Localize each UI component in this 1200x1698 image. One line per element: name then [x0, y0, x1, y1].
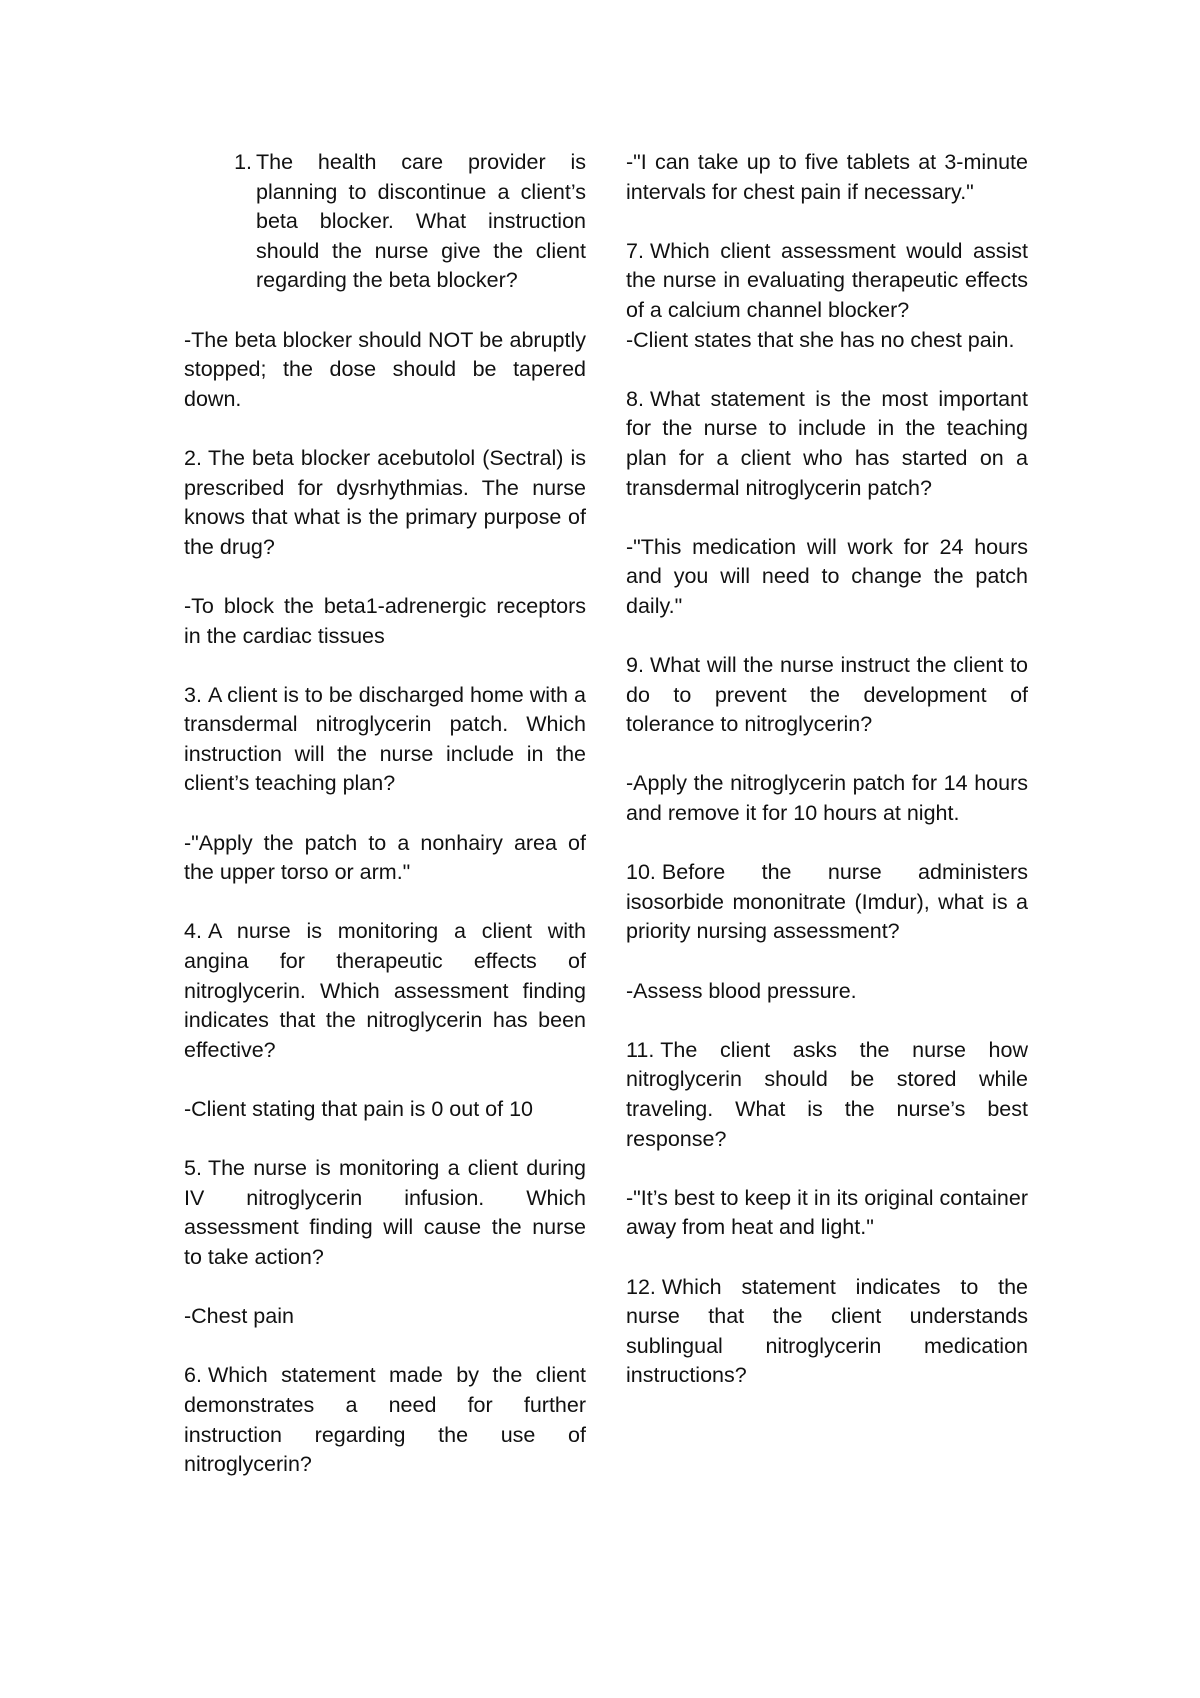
answer-11: -"It’s best to keep it in its original container away from heat and light."	[626, 1185, 1028, 1240]
answer-4: -Client stating that pain is 0 out of 10	[184, 1097, 533, 1121]
question-3	[184, 681, 586, 799]
question-9	[626, 651, 1028, 740]
question-4	[184, 917, 586, 1065]
question-6	[184, 1361, 586, 1479]
question-text: Which statement made by the client demonstrates a need for further instruction regarding the use of nitroglycerin?	[184, 1363, 586, 1477]
question-1	[184, 148, 586, 296]
answer-8: -"This medication will work for 24 hours and you will need to change the patch daily."	[626, 534, 1028, 618]
question-number: 11.	[626, 1037, 655, 1062]
question-text: What statement is the most important for the nurse to include in the teaching plan for a client who has started on a transdermal nitroglycerin patch?	[626, 386, 1028, 500]
answer-9: -Apply the nitroglycerin patch for 14 hours and remove it for 10 hours at night.	[626, 771, 1028, 826]
question-number: 10.	[626, 860, 656, 885]
question-number: 7.	[626, 238, 644, 263]
question-text: The nurse is monitoring a client during IV nitroglycerin infusion. Which assessment finding will cause the nurse to take action?	[184, 1156, 586, 1269]
question-text: Which client assessment would assist the nurse in evaluating therapeutic effects of a calcium channel blocker?	[626, 238, 1028, 322]
question-number: 3.	[184, 682, 202, 707]
question-text: The client asks the nurse how nitroglycerin should be stored while traveling. What is the nurse’s best response?	[626, 1037, 1028, 1151]
answer-10: -Assess blood pressure.	[626, 978, 857, 1003]
question-number: 1.	[234, 150, 252, 174]
question-number: 9.	[626, 653, 644, 678]
left-column	[184, 148, 586, 1480]
question-number: 8.	[626, 386, 644, 411]
question-text: Which statement indicates to the nurse that the client understands sublingual nitroglycerin medication instructions?	[626, 1274, 1028, 1388]
question-2	[184, 444, 586, 562]
question-11	[626, 1036, 1028, 1154]
question-number: 2.	[184, 445, 202, 470]
answer-2: -To block the beta1-adrenergic receptors in the cardiac tissues	[184, 593, 586, 648]
question-5	[184, 1154, 586, 1272]
question-number: 6.	[184, 1363, 202, 1388]
question-7	[626, 237, 1028, 326]
right-column	[626, 148, 1028, 1391]
question-text: Before the nurse administers isosorbide mononitrate (Imdur), what is a priority nursing assessment?	[626, 860, 1028, 944]
question-10	[626, 858, 1028, 947]
question-text: What will the nurse instruct the client to do to prevent the development of tolerance to nitroglycerin?	[626, 653, 1028, 737]
answer-5: -Chest pain	[184, 1304, 294, 1329]
question-text: A client is to be discharged home with a transdermal nitroglycerin patch. Which instruction will the nurse include in the client’s teaching plan?	[184, 682, 586, 796]
question-number: 4.	[184, 919, 202, 944]
question-text: A nurse is monitoring a client with angina for therapeutic effects of nitroglycerin. Which assessment finding indicates that the nitroglycerin has been effective?	[184, 919, 586, 1062]
answer-7: -Client states that she has no chest pain.	[626, 327, 1015, 352]
question-number: 12.	[626, 1274, 656, 1299]
question-number: 5.	[184, 1156, 202, 1181]
answer-3: -"Apply the patch to a nonhairy area of the upper torso or arm."	[184, 830, 586, 885]
question-8	[626, 385, 1028, 503]
answer-1: -The beta blocker should NOT be abruptly stopped; the dose should be tapered down.	[184, 327, 586, 411]
question-text: The health care provider is planning to discontinue a client’s beta blocker. What instruction should the nurse give the client regarding the beta blocker?	[256, 150, 586, 293]
answer-6: -"I can take up to five tablets at 3-minute intervals for chest pain if necessary."	[626, 150, 1028, 204]
question-text: The beta blocker acebutolol (Sectral) is prescribed for dysrhythmias. The nurse knows that what is the primary purpose of the drug?	[184, 445, 586, 559]
question-12	[626, 1273, 1028, 1391]
